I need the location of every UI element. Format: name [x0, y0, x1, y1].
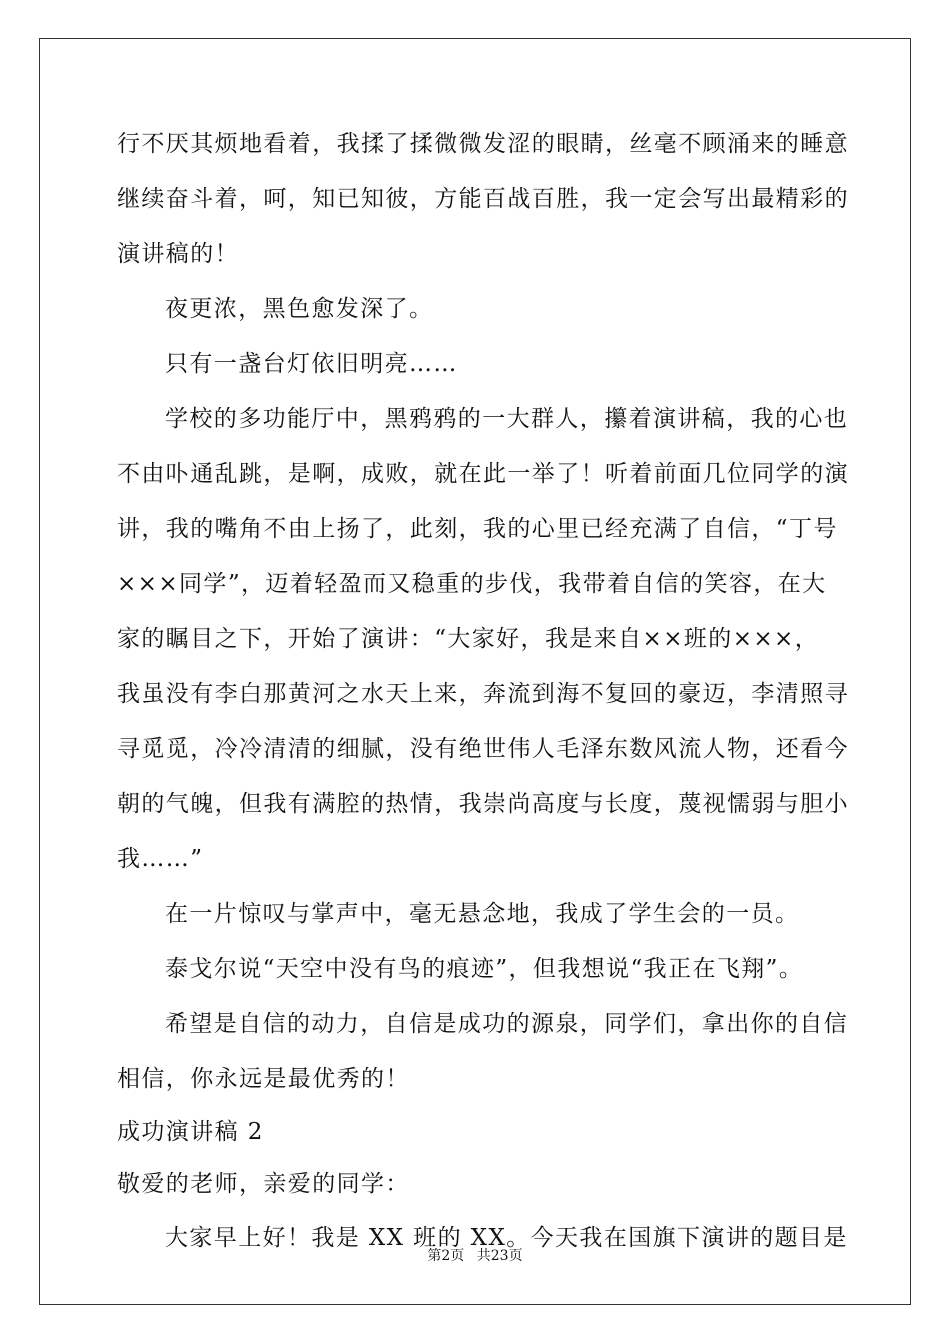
text-line: 不由卟通乱跳，是啊，成败，就在此一举了！听着前面几位同学的演 — [117, 461, 849, 487]
total-pages: 共23页 — [476, 1248, 523, 1264]
text-line: 寻觅觅，冷冷清清的细腻，没有绝世伟人毛泽东数风流人物，还看今 — [117, 736, 849, 762]
text-line: 学校的多功能厅中，黑鸦鸦的一大群人，攥着演讲稿，我的心也 — [165, 406, 849, 432]
text-line: 只有一盏台灯依旧明亮…… — [165, 351, 458, 377]
text-line: ×××同学”，迈着轻盈而又稳重的步伐，我带着自信的笑容，在大 — [117, 571, 827, 597]
text-line: 行不厌其烦地看着，我揉了揉微微发涩的眼睛，丝毫不顾涌来的睡意 — [117, 131, 849, 157]
text-line: 朝的气魄，但我有满腔的热情，我崇尚高度与长度，蔑视懦弱与胆小 — [117, 791, 849, 817]
text-line: 我虽没有李白那黄河之水天上来，奔流到海不复回的豪迈，李清照寻 — [117, 681, 849, 707]
text-line: 泰戈尔说“天空中没有鸟的痕迹”，但我想说“我正在飞翔”。 — [165, 956, 804, 982]
text-line: 在一片惊叹与掌声中，毫无悬念地，我成了学生会的一员。 — [165, 901, 800, 927]
text-line: 演讲稿的！ — [117, 241, 239, 267]
text-line: 相信，你永远是最优秀的！ — [117, 1066, 410, 1092]
salutation: 敬爱的老师，亲爱的同学： — [117, 1171, 410, 1197]
text-line: 讲，我的嘴角不由上扬了，此刻，我的心里已经充满了自信，“丁号 — [117, 516, 838, 542]
page-frame — [39, 38, 911, 1305]
text-line: 希望是自信的动力，自信是成功的源泉，同学们，拿出你的自信 — [165, 1011, 849, 1037]
text-line: 夜更浓，黑色愈发深了。 — [165, 296, 434, 322]
text-line: 继续奋斗着，呵，知已知彼，方能百战百胜，我一定会写出最精彩的 — [117, 186, 849, 212]
page-number: 第2页 — [427, 1248, 465, 1264]
text-line: 家的瞩目之下，开始了演讲：“大家好，我是来自××班的×××， — [117, 626, 820, 652]
text-line: 我……” — [117, 846, 204, 872]
section-heading: 成功演讲稿 2 — [117, 1119, 264, 1145]
page-footer — [0, 1245, 950, 1265]
text-line: 大家早上好！我是 XX 班的 XX。今天我在国旗下演讲的题目是 — [165, 1225, 848, 1251]
